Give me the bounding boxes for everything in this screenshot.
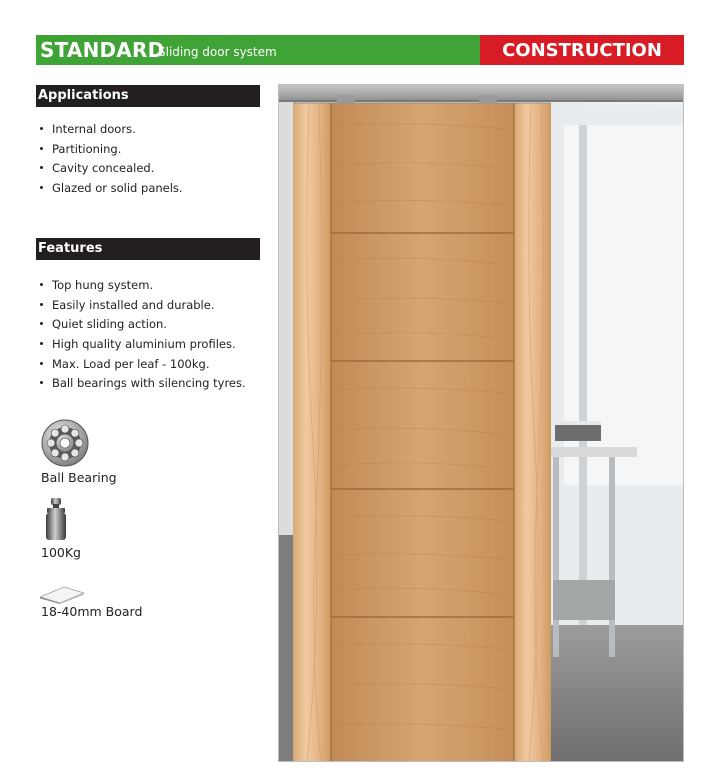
list-item-text: Internal doors. xyxy=(52,122,136,136)
bullet-icon xyxy=(40,283,43,286)
page-title: STANDARD xyxy=(40,38,165,62)
sliding-door-image xyxy=(279,85,684,762)
header-bar xyxy=(36,35,480,65)
weight-label: 100Kg xyxy=(41,545,81,560)
list-item-text: Top hung system. xyxy=(52,278,154,292)
list-item xyxy=(40,140,183,160)
list-item xyxy=(40,159,183,179)
list-item-text: Max. Load per leaf - 100kg. xyxy=(52,356,210,371)
bullet-icon xyxy=(40,342,43,345)
board-label: 18-40mm Board xyxy=(41,604,143,619)
list-item-text: High quality aluminium profiles. xyxy=(52,337,236,352)
list-item xyxy=(40,315,246,335)
applications-list xyxy=(40,120,183,199)
bullet-icon xyxy=(40,147,43,150)
list-item xyxy=(40,120,183,140)
bullet-icon xyxy=(40,322,43,325)
features-heading-label: Features xyxy=(38,241,103,256)
category-label: CONSTRUCTION xyxy=(502,40,662,61)
board-icon xyxy=(40,584,84,604)
list-item xyxy=(40,179,183,199)
list-item-text: Quiet sliding action. xyxy=(52,317,167,332)
list-item xyxy=(40,296,246,316)
features-heading xyxy=(36,238,260,260)
bullet-icon xyxy=(40,381,43,384)
applications-heading xyxy=(36,85,260,107)
ball-bearing-icon xyxy=(40,418,90,468)
list-item xyxy=(40,374,246,394)
list-item-text: Easily installed and durable. xyxy=(52,297,215,312)
list-item-text: Ball bearings with silencing tyres. xyxy=(52,376,246,391)
list-item xyxy=(40,335,246,355)
product-photo xyxy=(278,84,684,762)
category-banner xyxy=(480,35,684,65)
list-item-text: Partitioning. xyxy=(52,141,122,156)
bullet-icon xyxy=(40,303,43,306)
applications-heading-label: Applications xyxy=(38,88,129,103)
features-list xyxy=(40,276,246,394)
bullet-icon xyxy=(40,127,43,130)
list-item-text: Cavity concealed. xyxy=(52,161,155,176)
bullet-icon xyxy=(40,166,43,169)
bullet-icon xyxy=(40,186,43,189)
bullet-icon xyxy=(40,362,43,365)
weight-icon xyxy=(44,498,68,542)
ball-bearing-label: Ball Bearing xyxy=(41,470,117,485)
list-item xyxy=(40,276,246,296)
page-subtitle: Sliding door system xyxy=(158,45,277,59)
list-item xyxy=(40,355,246,375)
list-item-text: Glazed or solid panels. xyxy=(52,181,183,196)
